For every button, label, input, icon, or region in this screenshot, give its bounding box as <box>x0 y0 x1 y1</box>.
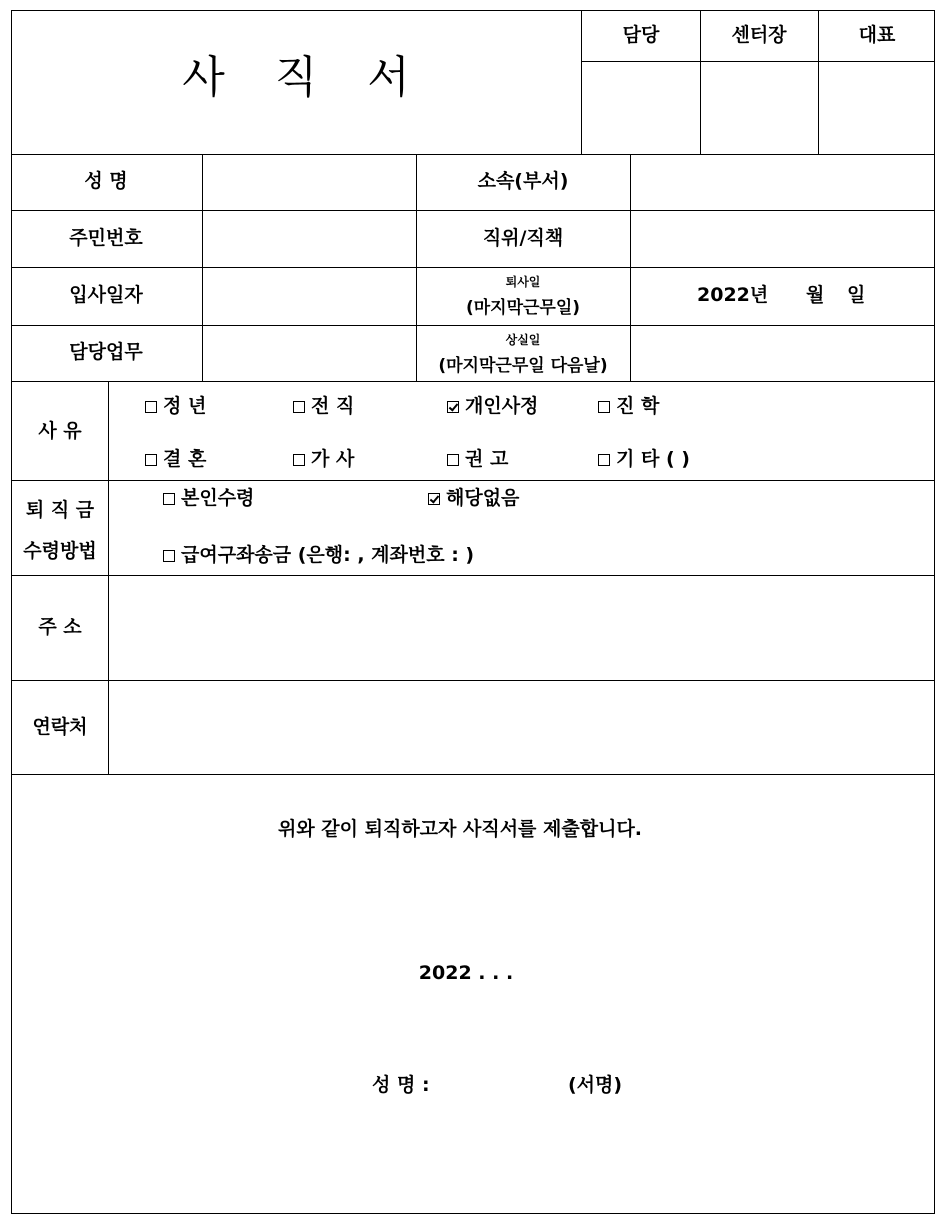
sign-note: (서명) <box>568 1074 623 1096</box>
divider <box>11 575 935 576</box>
join-date-label: 입사일자 <box>69 284 143 306</box>
divider <box>202 154 203 382</box>
duty-label: 담당업무 <box>69 341 143 363</box>
checked-checkbox-icon <box>428 493 440 505</box>
approval-center-head: 센터장 <box>731 24 787 46</box>
checkbox-icon <box>598 454 610 466</box>
approval-staff: 담당 <box>622 24 660 46</box>
retire-date-label: 퇴사일 <box>505 275 541 289</box>
divider <box>11 680 935 681</box>
divider <box>11 154 935 155</box>
severance-option-self[interactable]: 본인수령 <box>163 489 254 508</box>
severance-option-transfer[interactable]: 급여구좌송금 (은행: , 계좌번호 : ) <box>163 546 474 565</box>
reason-option[interactable]: 기 타 ( ) <box>598 450 690 469</box>
name-label: 성 명 <box>84 170 128 192</box>
divider <box>11 480 935 481</box>
checkbox-icon <box>163 550 175 562</box>
approval-ceo: 대표 <box>858 24 896 46</box>
divider <box>581 61 935 62</box>
contact-label: 연락처 <box>32 716 88 738</box>
divider <box>11 210 935 211</box>
statement-text: 위와 같이 퇴직하고자 사직서를 제출합니다. <box>277 818 643 840</box>
checked-checkbox-icon <box>447 401 459 413</box>
divider <box>11 267 935 268</box>
divider <box>11 381 935 382</box>
severance-option-none[interactable]: 해당없음 <box>428 489 519 508</box>
divider <box>108 381 109 775</box>
reason-option[interactable]: 개인사정 <box>447 397 538 416</box>
resignation-form <box>11 10 935 1214</box>
checkbox-icon <box>598 401 610 413</box>
reason-option[interactable]: 정 년 <box>145 397 206 416</box>
date-line: 2022 . . . <box>418 962 514 984</box>
severance-sublabel: 수령방법 <box>23 540 97 562</box>
divider <box>11 774 935 775</box>
divider <box>700 10 701 155</box>
divider <box>818 10 819 155</box>
checkbox-icon <box>145 454 157 466</box>
reason-option[interactable]: 결 혼 <box>145 450 206 469</box>
reason-option[interactable]: 권 고 <box>447 450 508 469</box>
checkbox-icon <box>145 401 157 413</box>
divider <box>581 10 582 155</box>
sign-label: 성 명 : <box>372 1074 430 1096</box>
reason-option[interactable]: 가 사 <box>293 450 354 469</box>
severance-label: 퇴 직 금 <box>25 499 95 521</box>
dept-label: 소속(부서) <box>477 170 569 192</box>
position-label: 직위/직책 <box>482 227 564 249</box>
address-label: 주 소 <box>38 616 82 638</box>
reason-option[interactable]: 진 학 <box>598 397 659 416</box>
loss-date-sublabel: (마지막근무일 다음날) <box>438 356 608 376</box>
page-title: 사 직 서 <box>182 52 428 103</box>
retire-date-month: 월 <box>806 284 825 306</box>
retire-date-sublabel: (마지막근무일) <box>465 298 581 318</box>
retire-date-day: 일 <box>847 284 866 306</box>
reason-label: 사 유 <box>38 420 82 442</box>
id-number-label: 주민번호 <box>69 227 143 249</box>
loss-date-label: 상실일 <box>505 333 541 347</box>
checkbox-icon <box>163 493 175 505</box>
retire-date-year: 2022년 <box>697 284 769 306</box>
checkbox-icon <box>293 454 305 466</box>
reason-option[interactable]: 전 직 <box>293 397 354 416</box>
divider <box>416 154 417 382</box>
divider <box>630 154 631 382</box>
checkbox-icon <box>447 454 459 466</box>
checkbox-icon <box>293 401 305 413</box>
divider <box>11 325 935 326</box>
